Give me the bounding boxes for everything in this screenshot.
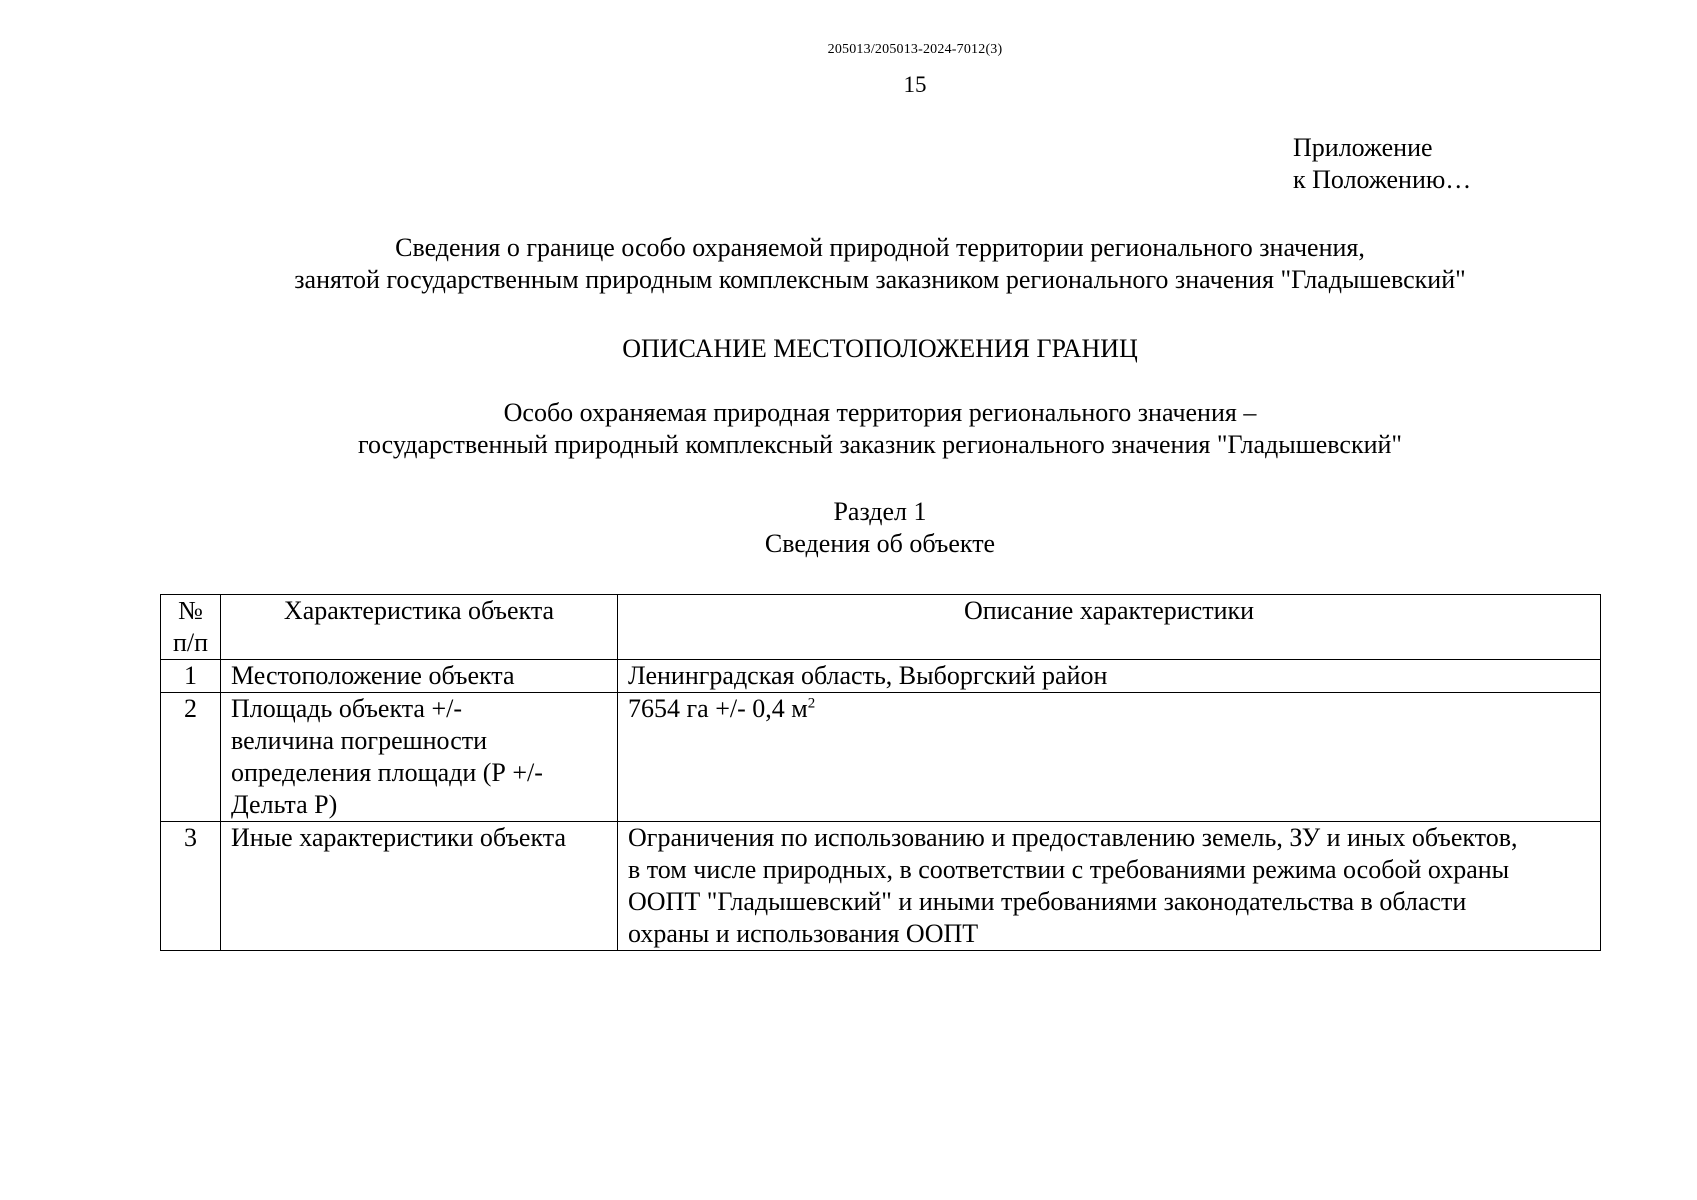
header-num-line-2: п/п — [172, 628, 209, 657]
row-characteristic-line: Иные характеристики объекта — [231, 823, 566, 852]
row-characteristic-line: Местоположение объекта — [231, 661, 515, 690]
header-num — [161, 595, 221, 660]
section-subtitle: Сведения об объекте — [764, 529, 996, 558]
row-characteristic — [221, 822, 618, 951]
row-description — [618, 822, 1601, 951]
boundary-description-heading — [0, 333, 1697, 365]
row-num: 3 — [161, 822, 221, 951]
appendix-reference — [1293, 132, 1471, 196]
row-description-line: ООПТ "Гладышевский" и иными требованиями законодательства в области — [628, 887, 1467, 916]
row-description-line: Ленинградская область, Выборгский район — [628, 661, 1108, 690]
row-num: 2 — [161, 693, 221, 822]
boundary-info-title — [0, 232, 1697, 296]
boundary-info-title-line-2: занятой государственным природным комплексным заказником регионального значения "Гладышевский" — [294, 265, 1466, 294]
appendix-line-2: к Положению… — [1293, 165, 1472, 194]
oopt-title-line-2: государственный природный комплексный заказник регионального значения "Гладышевский" — [357, 430, 1403, 459]
oopt-title-line-1: Особо охраняемая природная территория регионального значения – — [503, 398, 1257, 427]
row-characteristic — [221, 660, 618, 693]
row-description — [618, 693, 1601, 822]
table-header-row — [161, 595, 1601, 660]
row-num: 1 — [161, 660, 221, 693]
area-unit-superscript: 2 — [807, 695, 816, 712]
row-description — [618, 660, 1601, 693]
table-row — [161, 660, 1601, 693]
object-info-table — [160, 594, 1601, 951]
document-id: 205013/205013-2024-7012(3) — [827, 42, 1003, 57]
section-heading — [0, 496, 1697, 560]
row-characteristic-line: Площадь объекта +/- — [231, 694, 463, 723]
boundary-description-heading-text: ОПИСАНИЕ МЕСТОПОЛОЖЕНИЯ ГРАНИЦ — [622, 334, 1138, 363]
header-description: Описание характеристики — [618, 595, 1601, 660]
area-value: 7654 га +/- 0,4 м — [628, 694, 808, 723]
header-characteristic: Характеристика объекта — [221, 595, 618, 660]
row-characteristic-line: определения площади (Р +/- — [231, 758, 543, 787]
row-characteristic-line: величина погрешности — [231, 726, 488, 755]
page-number: 15 — [903, 72, 927, 97]
table-row — [161, 822, 1601, 951]
appendix-line-1: Приложение — [1293, 133, 1433, 162]
header-num-line-1: № — [178, 596, 203, 625]
row-description-line: в том числе природных, в соответствии с требованиями режима особой охраны — [628, 855, 1510, 884]
row-characteristic-line: Дельта Р) — [231, 790, 338, 819]
oopt-title — [0, 397, 1697, 461]
section-number: Раздел 1 — [833, 497, 927, 526]
row-description-line: Ограничения по использованию и предоставлению земель, ЗУ и иных объектов, — [628, 823, 1518, 852]
table-row — [161, 693, 1601, 822]
row-description-line: охраны и использования ООПТ — [628, 919, 979, 948]
row-characteristic — [221, 693, 618, 822]
boundary-info-title-line-1: Сведения о границе особо охраняемой природной территории регионального значения, — [395, 233, 1365, 262]
